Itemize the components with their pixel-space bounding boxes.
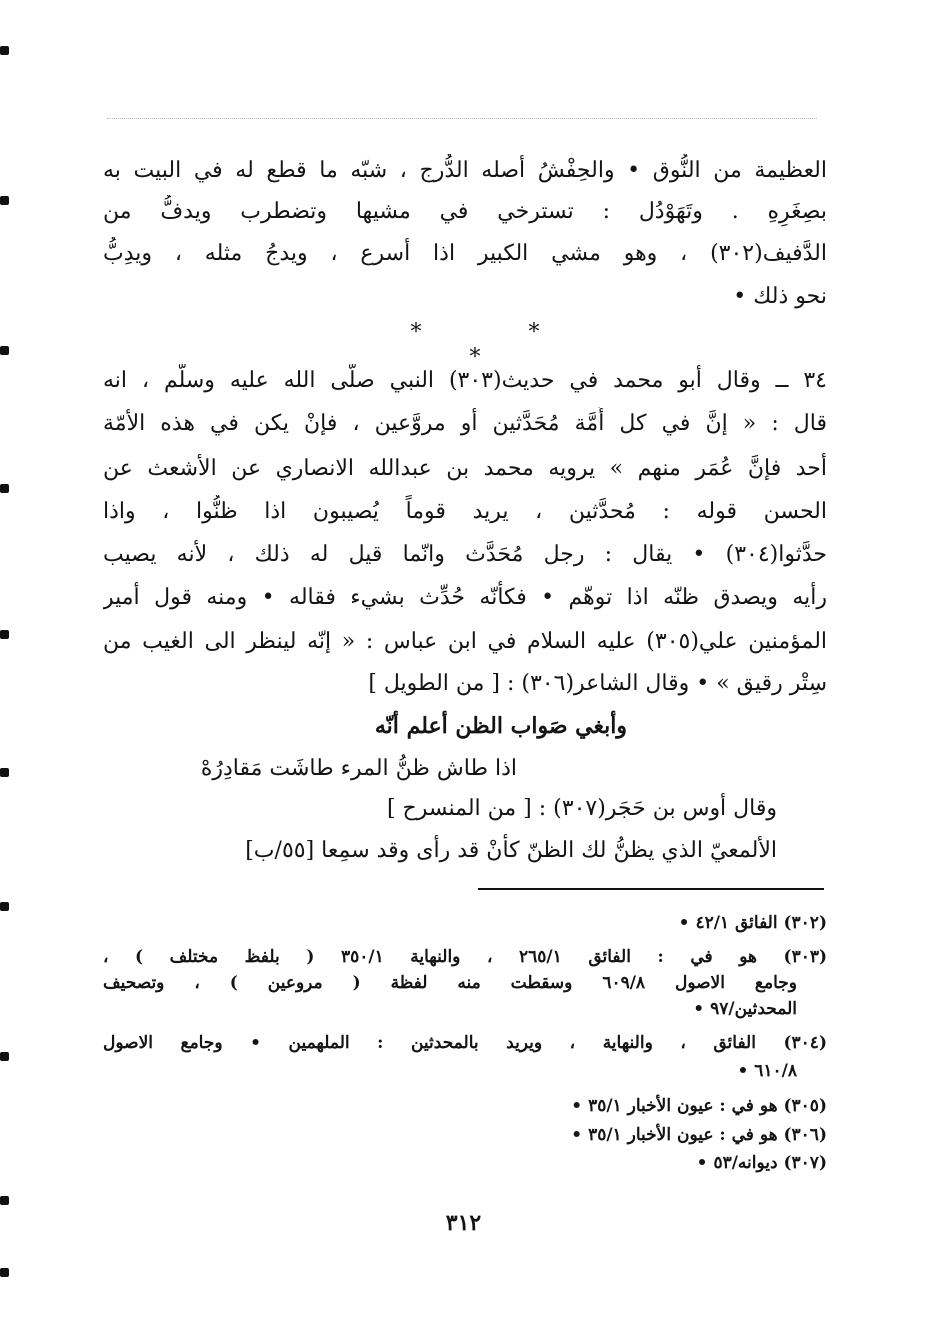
footnote-303: (٣٠٣) هو في : الفائق ٢٦٥/١ ، والنهاية ٣٥٠/١ ( بلفظ مختلف ) ،	[103, 947, 827, 967]
body-line-8: الحسن قوله : مُحدَّثين ، يريد قوماً يُصيبون اذا ظنُّوا ، واذا	[103, 499, 827, 524]
footnote-306: (٣٠٦) هو في : عيون الأخبار ٣٥/١ •	[571, 1125, 827, 1145]
footnote-303-cont-1: وجامع الاصول ٦٠٩/٨ وسقطت منه لفظة ( مروعين ) ، وتصحيف	[103, 973, 797, 993]
scan-edge-mark	[0, 1052, 9, 1061]
scan-edge-mark	[0, 630, 9, 639]
scan-edge-mark	[0, 1196, 9, 1205]
body-line-7: أحد فإنَّ عُمَر منهم » يرويه محمد بن عبدالله الانصاري عن الأشعث عن	[103, 456, 827, 481]
bleed-through-line	[107, 118, 817, 133]
scan-edge-mark	[0, 484, 9, 493]
page-number: ٣١٢	[445, 1210, 482, 1236]
scan-edge-mark	[0, 346, 9, 355]
body-line-3: الدَّفيف(٣٠٢) ، وهو مشي الكبير اذا أسرع ، ويدجُ مثله ، ويدِبُّ	[103, 241, 827, 266]
body-line-6: قال : « إنَّ في كل أُمَّة مُحَدَّثين أو مروَّعين ، فإنْ يكن في هذه الأمّة	[103, 411, 827, 436]
footnote-305: (٣٠٥) هو في : عيون الأخبار ٣٥/١ •	[571, 1096, 827, 1116]
footnote-304: (٣٠٤) الفائق ، والنهاية ، ويريد بالمحدثين : الملهمين • وجامع الاصول	[103, 1033, 827, 1053]
body-line-1: العظيمة من النُّوق • والحِفْشُ أصله الدُّرج ، شبّه ما قطع له في البيت به	[103, 158, 827, 183]
body-line-5: ٣٤ ــ وقال أبو محمد في حديث(٣٠٣) النبي صلّى الله عليه وسلّم ، انه	[103, 368, 827, 393]
footnote-304-cont: ٦١٠/٨ •	[737, 1061, 797, 1081]
body-line-9: حدَّثوا(٣٠٤) • يقال : رجل مُحَدَّث وانّما قيل له ذلك ، لأنه يصيب	[103, 542, 827, 567]
body-line-12: سِتْر رقيق » • وقال الشاعر(٣٠٦) : [ من الطويل ]	[368, 671, 827, 696]
poet-intro: وقال أوس بن حَجَر(٣٠٧) : [ من المنسرح ]	[386, 796, 777, 821]
verse-1-line-1: وأبغي صَواب الظن أعلم أنّه	[374, 713, 627, 739]
scan-edge-mark	[0, 768, 9, 777]
body-line-2: بصِغَرِهِ . وتَهَوْدُل : تسترخي في مشيها وتضطرب ويدفُّ من	[103, 199, 827, 224]
scan-edge-mark	[0, 902, 9, 911]
body-line-11: المؤمنين علي(٣٠٥) عليه السلام في ابن عباس : « إنّه لينظر الى الغيب من	[103, 629, 827, 654]
verse-2: الألمعيّ الذي يظنُّ لك الظنّ كأنْ قد رأى وقد سمِعا [٥٥/ب]	[245, 838, 777, 863]
footnote-separator	[478, 888, 824, 890]
footnote-307: (٣٠٧) ديوانه/٥٣ •	[696, 1153, 827, 1173]
body-line-10: رأيه ويصدق ظنّه اذا توهّم • فكأنّه حُدِّث بشيء فقاله • ومنه قول أمير	[103, 585, 827, 610]
footnote-303-cont-2: المحدثين/٩٧ •	[693, 999, 797, 1019]
scan-edge-mark	[0, 46, 9, 55]
section-divider-stars: * * *	[410, 320, 590, 370]
scan-edge-mark	[0, 196, 9, 205]
scan-edge-mark	[0, 1268, 9, 1277]
body-line-4: نحو ذلك •	[733, 284, 827, 309]
verse-1-line-2: اذا طاش ظنُّ المرء طاشَت مَقادِرُهْ	[200, 756, 517, 781]
footnote-302: (٣٠٢) الفائق ٤٢/١ •	[678, 913, 827, 933]
